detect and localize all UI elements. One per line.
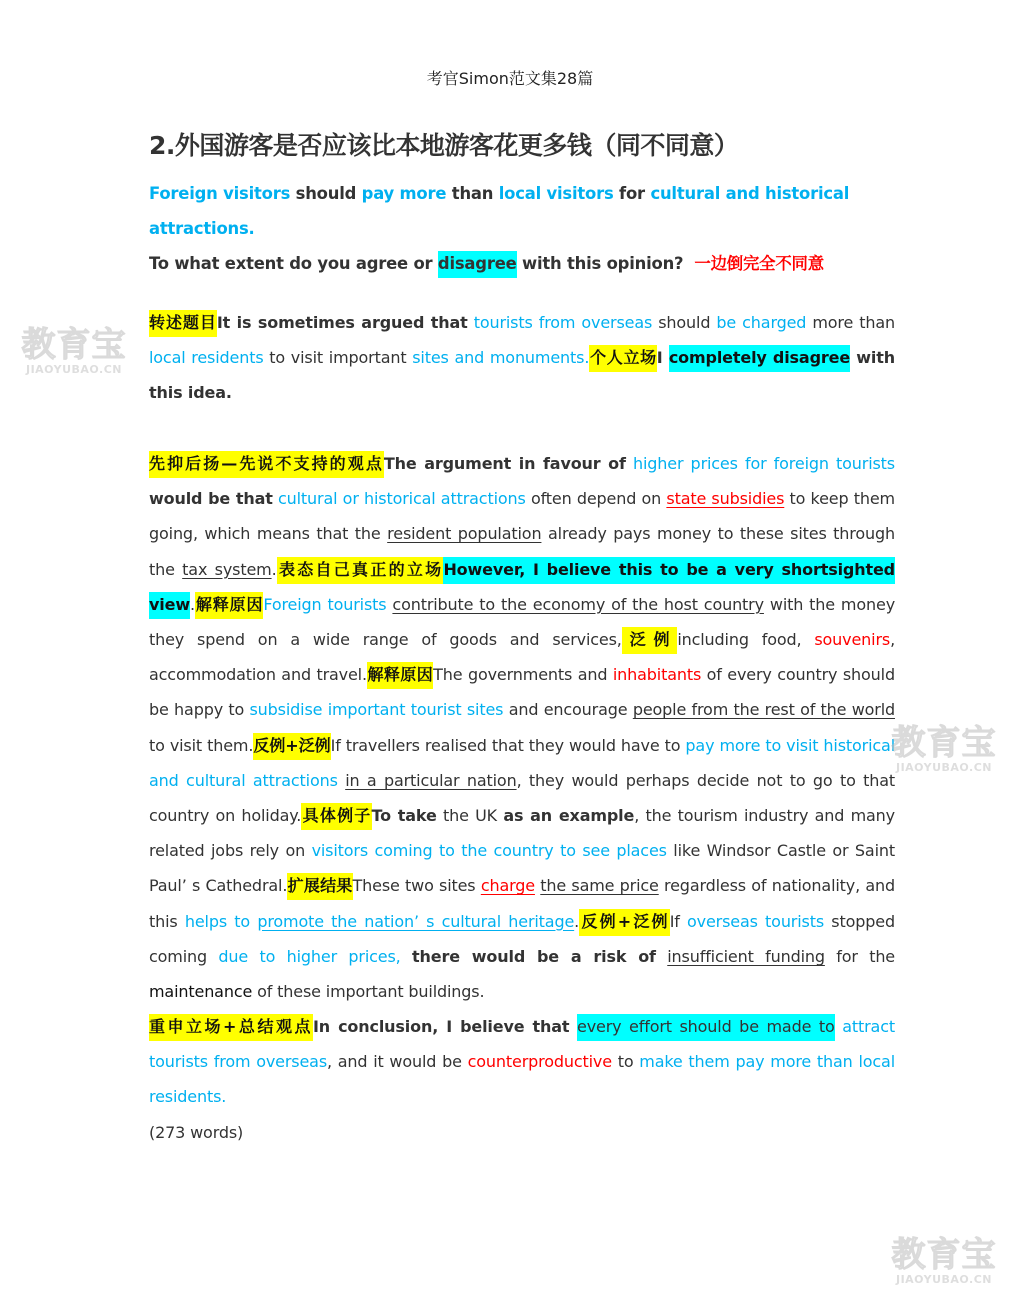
watermark-url: JIAOYUBAO.CN (895, 1273, 993, 1286)
phrase-underline: resident population (387, 524, 542, 544)
phrase-blue-underline: promote the nation’ s cultural heritage (257, 911, 575, 931)
phrase-blue: higher prices for foreign tourists (633, 454, 895, 473)
annotation-label: 反例+泛例 (253, 733, 330, 760)
body-text: , and it would be (327, 1052, 468, 1072)
phrase-blue: local residents (149, 348, 264, 368)
watermark-url: JIAOYUBAO.CN (25, 363, 123, 376)
body-text: already pays money to these sites through the (149, 524, 896, 579)
topic-text: should (290, 184, 362, 203)
body-text: . (574, 911, 580, 931)
body-text: If travellers realised that they would have to (330, 735, 686, 755)
body-text: should (652, 313, 717, 332)
annotation-label: 表态自己真正的立场 (277, 557, 444, 584)
phrase-underline: insufficient funding (667, 946, 825, 966)
body-text: to visit important (263, 348, 413, 368)
annotation-label: 扩展结果 (287, 873, 352, 900)
essay-topic (149, 176, 909, 281)
phrase-bold: To take (371, 806, 437, 826)
body-text: These two sites (352, 876, 481, 896)
phrase-underline: in a particular nation (345, 770, 517, 790)
phrase-bold: there would be a risk of (412, 946, 656, 966)
body-text: to keep them going, which means that the (149, 489, 895, 544)
watermark-logo (18, 327, 130, 376)
phrase-underline: people from the rest of the world (632, 700, 895, 720)
topic-question: To what extent do you agree or (149, 254, 438, 273)
phrase-red: counterproductive (467, 1052, 612, 1072)
phrase-blue: Foreign tourists (263, 594, 387, 614)
body-text: often depend on (525, 489, 667, 509)
phrase-bold: as an example (503, 806, 635, 826)
body-text: like Windsor Castle or Saint Paul’ s Cathedral. (149, 841, 895, 896)
annotation-label: 个人立场 (589, 345, 656, 372)
annotation-label: 泛例 (622, 627, 678, 654)
highlight-phrase: every effort should be made to (577, 1014, 835, 1041)
phrase-blue: make them pay more than local residents. (149, 1052, 895, 1107)
body-paragraph (149, 446, 895, 1009)
phrase-underline: the same price (540, 876, 659, 896)
body-text: and encourage (503, 700, 633, 720)
body-text: of every country should be happy to (149, 665, 895, 720)
body-text: stopped coming (149, 911, 895, 966)
phrase-bold: would be that (149, 489, 273, 509)
phrase-bold: It is sometimes argued that (216, 313, 468, 332)
annotation-label: 解释原因 (367, 662, 433, 689)
phrase-blue: be charged (716, 313, 807, 332)
annotation-label: 先抑后扬—先说不支持的观点 (149, 451, 384, 478)
phrase-blue: visitors coming to the country to see places (311, 841, 667, 861)
body-text: including food, (677, 630, 815, 650)
body-text: more than (806, 313, 895, 332)
annotation-label: 解释原因 (195, 592, 263, 619)
annotation-label: 反例+泛例 (579, 909, 670, 936)
phrase-blue: overseas tourists (687, 911, 825, 931)
phrase-underline: tax system (182, 559, 272, 579)
phrase-blue: sites and monuments. (412, 348, 590, 368)
topic-text: local visitors (498, 184, 614, 203)
phrase-red: souvenirs (814, 630, 891, 650)
phrase-blue: pay more to visit historical and cultural attractions (149, 735, 895, 790)
topic-text: cultural and historical attractions. (149, 184, 850, 238)
highlight-stance: completely disagree (669, 345, 850, 372)
phrase-blue: attract tourists from overseas (149, 1017, 895, 1072)
body-text: , they would perhaps decide not to go to that country on holiday. (149, 770, 896, 826)
watermark-url: JIAOYUBAO.CN (895, 761, 993, 774)
introduction-paragraph (149, 305, 895, 411)
phrase-bold: In conclusion, I believe that (312, 1017, 570, 1036)
phrase-red-underline: charge (480, 876, 535, 896)
page-header-title: 考官Simon范文集28篇 (426, 69, 594, 88)
body-text: , accommodation and travel. (149, 630, 896, 685)
essay-title: 2.外国游客是否应该比本地游客花更多钱（同不同意） (149, 131, 739, 160)
body-text: The governments and (433, 665, 613, 685)
body-text: . (189, 594, 195, 614)
phrase-blue: subsidise important tourist sites (249, 700, 504, 720)
body-text: , the tourism industry and many related jobs rely on (149, 806, 895, 861)
body-text: to (611, 1052, 640, 1072)
annotation-stance: 一边倒完全不同意 (694, 254, 824, 273)
phrase-dark: maintenance (149, 982, 253, 1002)
body-text: with the money they spend on a wide range of goods and services, (149, 594, 896, 650)
annotation-label: 具体例子 (301, 803, 371, 830)
spacer (569, 1017, 577, 1036)
phrase-blue: helps to (184, 911, 258, 931)
topic-text: pay more (361, 184, 447, 203)
annotation-label: 转述题目 (149, 310, 217, 337)
phrase-blue: cultural or historical attractions (278, 489, 526, 509)
phrase-underline: contribute to the economy of the host country (392, 594, 764, 614)
spacer (656, 947, 667, 966)
conclusion-paragraph (149, 1009, 895, 1150)
phrase-blue: tourists from overseas (473, 313, 653, 332)
watermark-text: 教育宝 (21, 325, 127, 365)
body-text: to visit them. (149, 735, 254, 755)
topic-question: with this opinion? (516, 254, 684, 273)
annotation-label: 重申立场+总结观点 (149, 1014, 313, 1041)
watermark-logo (888, 725, 1000, 774)
phrase-bold: The argument in favour of (383, 454, 626, 473)
phrase-bold: I (656, 348, 669, 368)
word-count: (273 words) (149, 1122, 244, 1142)
body-text: regardless of nationality, and this (149, 876, 895, 931)
topic-text: for (613, 184, 651, 203)
watermark-logo (888, 1237, 1000, 1286)
body-text: of these important buildings. (252, 982, 485, 1002)
body-text: If (669, 911, 687, 931)
body-text: for the (824, 946, 896, 966)
highlight-disagree: disagree (438, 251, 517, 278)
phrase-red-underline: state subsidies (666, 489, 785, 509)
highlight-thesis: However, I believe this to be a very shortsighted view (149, 557, 895, 619)
body-text: . (271, 559, 277, 579)
body-text: the UK (436, 806, 504, 826)
phrase-blue: due to higher prices, (218, 946, 401, 966)
topic-text: than (446, 184, 499, 203)
watermark-text: 教育宝 (891, 723, 997, 763)
phrase-red: inhabitants (612, 665, 702, 685)
topic-text: Foreign visitors (149, 184, 291, 203)
phrase-bold: with this idea. (149, 348, 895, 403)
watermark-text: 教育宝 (891, 1235, 997, 1275)
